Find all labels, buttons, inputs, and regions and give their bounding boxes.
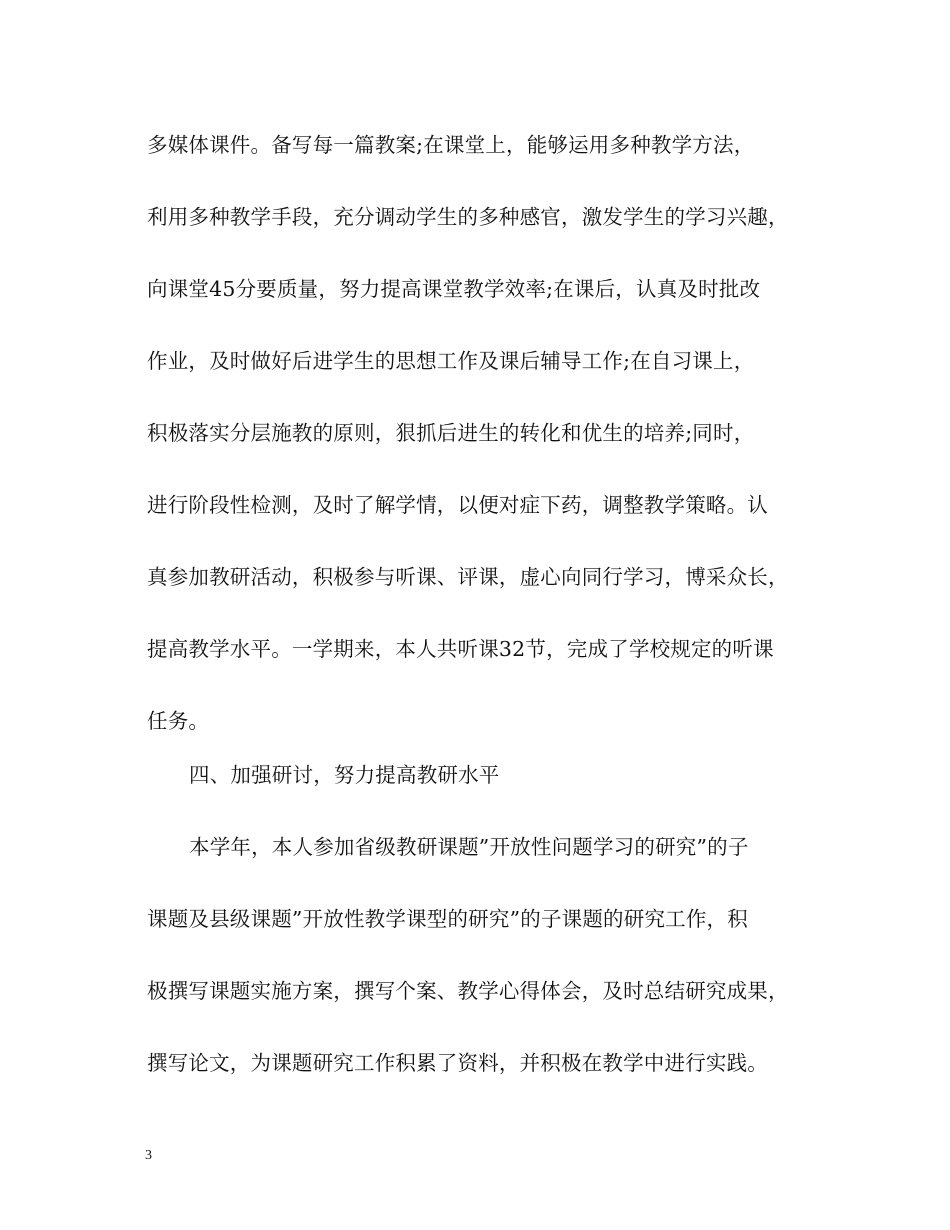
body-text-line: 任务。 xyxy=(147,709,210,733)
body-text-line: 真参加教研活动，积极参与听课、评课，虚心向同行学习，博采众长， xyxy=(147,565,789,589)
body-text-line: 向课堂45分要质量，努力提高课堂教学效率;在课后，认真及时批改 xyxy=(147,277,761,301)
body-text-line: 作业，及时做好后进学生的思想工作及课后辅导工作;在自习课上， xyxy=(147,349,755,373)
page-number: 3 xyxy=(145,1148,152,1163)
section-heading: 四、加强研讨，努力提高教研水平 xyxy=(189,763,500,787)
body-text-line: 课题及县级课题”开放性教学课型的研究”的子课题的研究工作，积 xyxy=(147,907,748,931)
paragraph-first-line: 本学年，本人参加省级教研课题”开放性问题学习的研究”的子 xyxy=(189,835,749,859)
body-text-line: 积极落实分层施教的原则，狠抓后进生的转化和优生的培养;同时， xyxy=(147,421,755,445)
body-text-line: 提高教学水平。一学期来，本人共听课32节，完成了学校规定的听课 xyxy=(147,637,774,661)
body-text-line: 撰写论文，为课题研究工作积累了资料，并积极在教学中进行实践。 xyxy=(147,1051,768,1075)
body-text-line: 多媒体课件。备写每一篇教案;在课堂上，能够运用多种教学方法， xyxy=(147,133,755,157)
body-text-line: 利用多种教学手段，充分调动学生的多种感官，激发学生的学习兴趣， xyxy=(147,205,789,229)
body-text-line: 极撰写课题实施方案，撰写个案、教学心得体会，及时总结研究成果， xyxy=(147,979,789,1003)
body-text-line: 进行阶段性检测，及时了解学情，以便对症下药，调整教学策略。认 xyxy=(147,493,768,517)
